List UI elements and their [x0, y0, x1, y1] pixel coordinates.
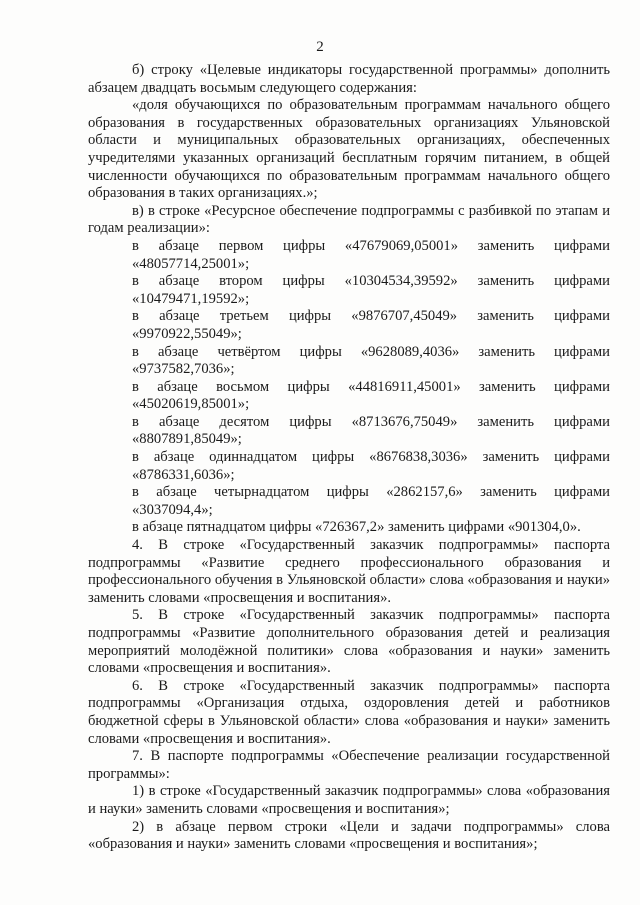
paragraph-item-5: 5. В строке «Государственный заказчик подпрограммы» паспорта подпрограммы «Развитие дополнительного образования детей и реализация мероприятий молодёжной политики» слова «образования и науки» заменить словами «просвещения и воспитания». — [88, 607, 610, 677]
replacement-value: «45020619,85001»; — [132, 396, 250, 413]
replacement-line: в абзаце четвёртом цифры «9628089,4036» заменить цифрами — [132, 343, 610, 360]
paragraph-item-4: 4. В строке «Государственный заказчик подпрограммы» паспорта подпрограммы «Развитие среднего профессионального образования и профессионального обучения в Ульяновской области» слова «образования и науки» заменить словами «просвещения и воспитания». — [88, 537, 610, 606]
replacement-value: «9970922,55049»; — [132, 325, 242, 342]
replacement-line: в абзаце третьем цифры «9876707,45049» заменить цифрами — [132, 308, 610, 325]
paragraph-item-6: 6. В строке «Государственный заказчик подпрограммы» паспорта подпрограммы «Организация отдыха, оздоровления детей и работников бюджетной сферы в Ульяновской области» слова «образования и науки» заменить словами «просвещения и воспитания». — [88, 677, 610, 747]
replacement-line: в абзаце четырнадцатом цифры «2862157,6» заменить цифрами — [132, 484, 610, 501]
replacement-line: в абзаце восьмом цифры «44816911,45001» заменить цифрами — [132, 378, 610, 395]
replacement-value: «3037094,4»; — [132, 501, 213, 518]
paragraph-item-7-2: 2) в абзаце первом строки «Цели и задачи подпрограммы» слова «образования и науки» заменить словами «просвещения и воспитания»; — [88, 818, 610, 853]
replacement-value: «8786331,6036»; — [132, 466, 235, 483]
replacement-value: «48057714,25001»; — [132, 255, 250, 272]
replacement-line: в абзаце первом цифры «47679069,05001» заменить цифрами — [132, 237, 610, 254]
paragraph-item-7-1: 1) в строке «Государственный заказчик подпрограммы» слова «образования и науки» заменить словами «просвещения и воспитания»; — [88, 783, 610, 817]
replacement-value: «9737582,7036»; — [132, 361, 235, 378]
paragraph-v-intro: в) в строке «Ресурсное обеспечение подпрограммы с разбивкой по этапам и годам реализации»: — [88, 202, 610, 237]
replacement-value: «8807891,85049»; — [132, 431, 242, 448]
replacement-line: в абзаце втором цифры «10304534,39592» заменить цифрами — [132, 273, 610, 290]
replacement-list — [88, 238, 610, 520]
paragraph-b-quote: «доля обучающихся по образовательным программам начального общего образования в государственных образовательных организациях Ульяновской области и муниципальных образовательных организациях, обеспеченных учредителями указанных организаций бесплатным горячим питанием, в общей численности обучающихся по образовательным программам начального общего образования в таких организациях.»; — [88, 97, 610, 202]
paragraph-last-replacement: в абзаце пятнадцатом цифры «726367,2» заменить цифрами «901304,0». — [132, 519, 581, 536]
document-body — [88, 62, 610, 854]
replacement-line: в абзаце одиннадцатом цифры «8676838,3036» заменить цифрами — [132, 449, 610, 466]
replacement-line: в абзаце десятом цифры «8713676,75049» заменить цифрами — [132, 413, 610, 430]
paragraph-item-7: 7. В паспорте подпрограммы «Обеспечение реализации государственной программы»: — [88, 748, 610, 782]
replacement-value: «10479471,19592»; — [132, 290, 250, 307]
paragraph-b-intro: б) строку «Целевые индикаторы государственной программы» дополнить абзацем двадцать восьмым следующего содержания: — [88, 62, 610, 96]
page-number: 2 — [316, 39, 324, 55]
